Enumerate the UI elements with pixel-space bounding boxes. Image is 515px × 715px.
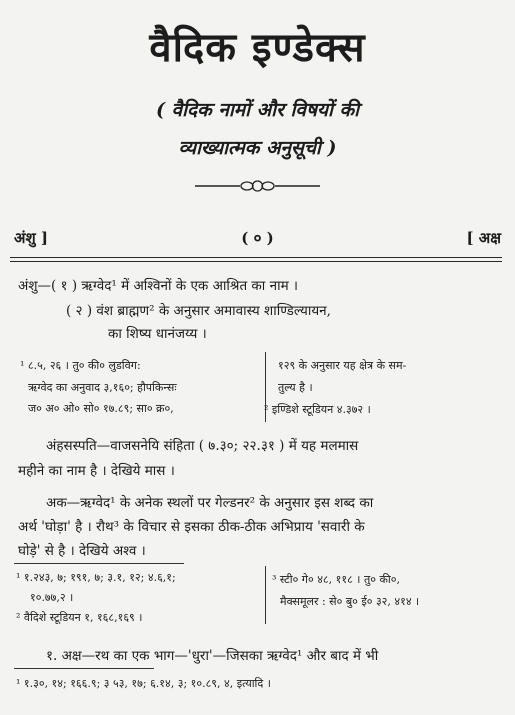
header-rule — [10, 257, 502, 258]
anshu-footnote-left-3: ज० अ० ओ० सो० १७.८९; सा० क्र०, — [28, 402, 174, 415]
subtitle-line-1: ( वैदिक नामों और विषयों की — [155, 99, 360, 121]
aksha-footnote-1: ¹ १.३०, १४; १६६.९; ३ ५३, १७; ६.१४, ३; १०.८९, ४, इत्यादि । — [16, 677, 271, 690]
aka-footnote-left-3: ² वैदिशे स्टूडियन १, १६८,१६९ । — [16, 611, 143, 624]
anshu-footnote-right-2: तुल्य है । — [278, 381, 313, 394]
entry-anshu-line-2: ( २ ) वंश ब्राह्मण² के अनुसार अमावास्य शाण्डिल्यायन, — [66, 303, 331, 319]
aka-footnote-right-1: ³ स्टी० गे० ४८, ११८ । तु० की०, — [272, 573, 400, 586]
anshu-footnote-right-3: ² इण्डिशे स्टूडियन ४.३७२ । — [264, 403, 371, 416]
entry-anhasaspati-line-1: अंहसस्पति—वाजसनेयि संहिता ( ७.३०; २२.३१ ) में यह मलमास — [46, 438, 359, 454]
anshu-footnote-right-1: १२९ के अनुसार यह क्षेत्र के सम- — [278, 359, 407, 372]
footnote-rule-3 — [14, 668, 154, 669]
ornament-divider — [195, 178, 320, 194]
header-page-number: ( ० ) — [241, 229, 274, 247]
footnote-divider-2 — [265, 566, 266, 624]
book-title: वैदिक इण्डेक्स — [149, 24, 366, 71]
subtitle-line-2: व्याख्यात्मक अनुसूची ) — [178, 137, 337, 159]
header-right: [ अक्ष — [466, 229, 501, 247]
entry-aka-line-1: अक—ऋग्वेद¹ के अनेक स्थलों पर गेल्डनर² के अनुसार इस शब्द का — [46, 495, 374, 511]
header-rule-thin — [10, 261, 502, 262]
aka-footnote-left-2: १०.७७,२ । — [30, 591, 74, 604]
entry-anshu-line-3: का शिष्य धानंजय्य । — [108, 326, 207, 342]
header-left: अंशु ] — [14, 229, 48, 247]
footnote-rule-2 — [14, 563, 184, 564]
anshu-footnote-left-2: ऋग्वेद का अनुवाद ३,१६०; हौपकिन्सः — [28, 381, 177, 394]
entry-anhasaspati-line-2: महीने का नाम है । देखिये मास । — [18, 463, 175, 479]
aka-footnote-left-1: ¹ १.२४३, ७; १९१, ७; ३.१, १२; ४.६,१; — [16, 571, 176, 584]
entry-anshu-line-1: अंशु—( १ ) ऋग्वेद¹ में अश्विनों के एक आश्रित का नाम । — [18, 278, 299, 294]
entry-aka-line-3: घोड़े' से है । देखिये अश्व । — [18, 543, 146, 559]
aka-footnote-right-2: मैक्समूलर : से० बु० ई० ३२, ४१४ । — [280, 595, 420, 608]
anshu-footnote-left-1: ¹ ८.५, २६ । तु० की० लुडविग: — [20, 359, 141, 372]
entry-aka-line-2: अर्थ 'घोड़ा' है । रौथ³ के विचार से इसका ठीक-ठीक अभिप्राय 'सवारी के — [18, 519, 365, 535]
entry-aksha-line-1: १. अक्ष—रथ का एक भाग—'धुरा'—जिसका ऋग्वेद¹ और बाद में भी — [46, 648, 379, 664]
